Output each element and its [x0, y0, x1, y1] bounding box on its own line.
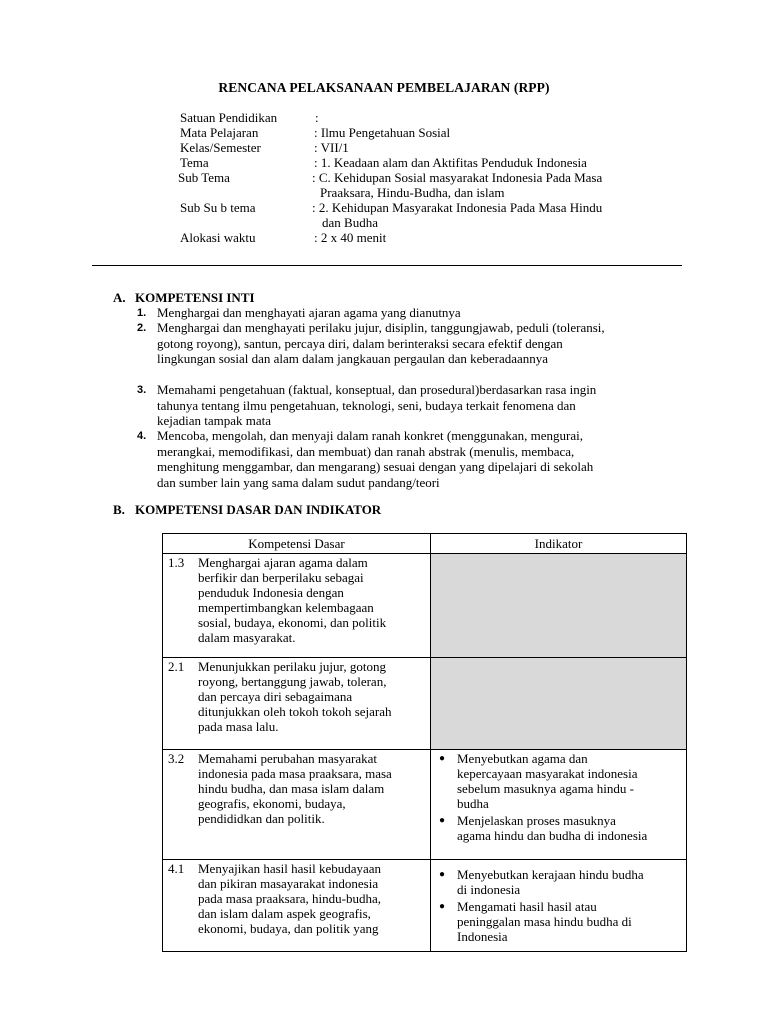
ki-number: 1. [137, 307, 147, 319]
indicator-text-line: sebelum masuknya agama hindu - [457, 781, 634, 796]
meta-label: Mata Pelajaran [180, 125, 259, 140]
section-b-heading [113, 502, 381, 517]
indicator-item [431, 867, 672, 897]
section-a-letter: A. [113, 290, 126, 305]
kd-text-line: Menunjukkan perilaku jujur, gotong [198, 659, 386, 674]
indicator-cell [431, 658, 687, 750]
kd-text-line: pendididkan dan politik. [198, 811, 325, 826]
ki-text-line: lingkungan sosial dan alam dalam jangkauan pergaulan dan keberadaannya [157, 351, 549, 366]
kd-text-line: dan pikiran masayarakat indonesia [198, 876, 379, 891]
ki-text-line: Menghargai dan menghayati ajaran agama yang dianutnya [157, 305, 461, 320]
meta-value: : 1. Keadaan alam dan Aktifitas Penduduk Indonesia [314, 155, 587, 170]
section-b-letter: B. [113, 502, 125, 517]
table-row [163, 658, 687, 750]
bullet-icon: ● [439, 815, 446, 826]
indicator-cell [431, 860, 687, 952]
meta-value: : C. Kehidupan Sosial masyarakat Indonesia Pada Masa [312, 170, 603, 185]
kd-indicator-table [162, 533, 687, 952]
kd-number: 3.2 [168, 751, 185, 766]
kd-text-line: ditunjukkan oleh tokoh tokoh sejarah [198, 704, 392, 719]
indicator-text-line: budha [457, 796, 489, 811]
indicator-text-line: Menyebutkan kerajaan hindu budha [457, 867, 644, 882]
meta-value: dan Budha [322, 215, 378, 230]
meta-label: Satuan Pendidikan [180, 110, 278, 125]
header-indikator: Indikator [431, 534, 687, 554]
ki-text-line: tahunya tentang ilmu pengetahuan, teknologi, seni, budaya terkait fenomena dan [157, 397, 576, 413]
table-row [163, 554, 687, 658]
kd-text-line: Memahami perubahan masyarakat [198, 751, 378, 766]
table-header-row [163, 534, 687, 554]
kd-text-line: dan islam dalam aspek geografis, [198, 906, 371, 921]
indicator-cell [431, 750, 687, 860]
indicator-item [431, 813, 672, 843]
meta-label: Alokasi waktu [180, 230, 256, 245]
header-divider [92, 265, 682, 266]
kd-text-line: penduduk Indonesia dengan [198, 585, 344, 600]
kd-text-line: Menghargai ajaran agama dalam [198, 555, 368, 570]
indicator-text-line: peninggalan masa hindu budha di [457, 914, 632, 929]
kd-text-line: pada masa praaksara, hindu-budha, [198, 891, 382, 906]
table-row [163, 860, 687, 952]
kd-number: 4.1 [168, 861, 185, 876]
header-kompetensi-dasar: Kompetensi Dasar [163, 534, 431, 554]
ki-number: 4. [137, 430, 147, 442]
ki-text-line: Mencoba, mengolah, dan menyaji dalam ranah konkret (menggunakan, mengurai, [157, 428, 583, 443]
kd-text-line: ekonomi, budaya, dan politik yang [198, 921, 379, 936]
indicator-text-line: kepercayaan masyarakat indonesia [457, 766, 638, 781]
kd-text-line: dalam masyarakat. [198, 630, 296, 645]
indicator-text-line: Menyebutkan agama dan [457, 751, 588, 766]
meta-label: Sub Su b tema [180, 200, 256, 215]
kd-text-line: Menyajikan hasil hasil kebudayaan [198, 861, 382, 876]
kd-text-line: royong, bertanggung jawab, toleran, [198, 674, 387, 689]
meta-label: Kelas/Semester [180, 140, 261, 155]
kd-text-line: sosial, budaya, ekonomi, dan politik [198, 615, 387, 630]
indicator-text-line: agama hindu dan budha di indonesia [457, 828, 648, 843]
document-title: RENCANA PELAKSANAAN PEMBELAJARAN (RPP) [218, 80, 550, 95]
ki-number: 3. [137, 384, 147, 396]
ki-text-line: Menghargai dan menghayati perilaku jujur, disiplin, tanggungjawab, peduli (toleransi, [157, 320, 605, 335]
kd-cell [163, 658, 431, 750]
kd-text-line: berfikir dan berperilaku sebagai [198, 570, 364, 585]
indicator-text-line: Menjelaskan proses masuknya [457, 813, 616, 828]
kd-number: 1.3 [168, 555, 185, 570]
section-a-title: KOMPETENSI INTI [135, 290, 255, 305]
meta-separator: : [315, 110, 319, 125]
kd-text-line: geografis, ekonomi, budaya, [198, 796, 346, 811]
meta-value: : Ilmu Pengetahuan Sosial [314, 125, 451, 140]
ki-text-line: kejadian tampak mata [157, 413, 272, 428]
ki-text-line: menghitung menggambar, dan mengarang) sesuai dengan yang dipelajari di sekolah [157, 459, 594, 474]
kd-cell [163, 554, 431, 658]
ki-number: 2. [137, 322, 147, 334]
meta-value: : 2 x 40 menit [314, 230, 387, 245]
meta-value: : VII/1 [314, 140, 349, 155]
meta-label: Tema [180, 155, 209, 170]
table-row [163, 750, 687, 860]
indicator-text-line: Indonesia [457, 929, 508, 944]
kd-number: 2.1 [168, 659, 185, 674]
indicator-item [431, 751, 672, 811]
section-b-title: KOMPETENSI DASAR DAN INDIKATOR [135, 502, 382, 517]
indicator-text-line: Mengamati hasil hasil atau [457, 899, 597, 914]
indicator-cell [431, 554, 687, 658]
kd-cell [163, 750, 431, 860]
ki-text-line: gotong royong), santun, percaya diri, dalam berinteraksi secara efektif dengan [157, 335, 563, 351]
meta-value: Praaksara, Hindu-Budha, dan islam [320, 185, 505, 200]
bullet-icon: ● [439, 901, 446, 912]
kd-text-line: pada masa lalu. [198, 719, 279, 734]
kd-text-line: mempertimbangkan kelembagaan [198, 600, 374, 615]
kd-cell [163, 860, 431, 952]
kd-text-line: dan percaya diri sebagaimana [198, 689, 353, 704]
ki-text-line: merangkai, memodifikasi, dan membuat) dan ranah abstrak (menulis, membaca, [157, 443, 575, 459]
ki-text-line: Memahami pengetahuan (faktual, konseptual, dan prosedural)berdasarkan rasa ingin [157, 382, 597, 397]
indicator-item [431, 899, 672, 944]
bullet-icon: ● [439, 869, 446, 880]
indicator-text-line: di indonesia [457, 882, 521, 897]
ki-text-line: dan sumber lain yang sama dalam sudut pandang/teori [157, 474, 440, 490]
kd-text-line: indonesia pada masa praaksara, masa [198, 766, 392, 781]
section-a-heading [113, 290, 255, 305]
kd-text-line: hindu budha, dan masa islam dalam [198, 781, 385, 796]
bullet-icon: ● [439, 753, 446, 764]
meta-label: Sub Tema [178, 170, 230, 185]
meta-value: : 2. Kehidupan Masyarakat Indonesia Pada Masa Hindu [312, 200, 603, 215]
